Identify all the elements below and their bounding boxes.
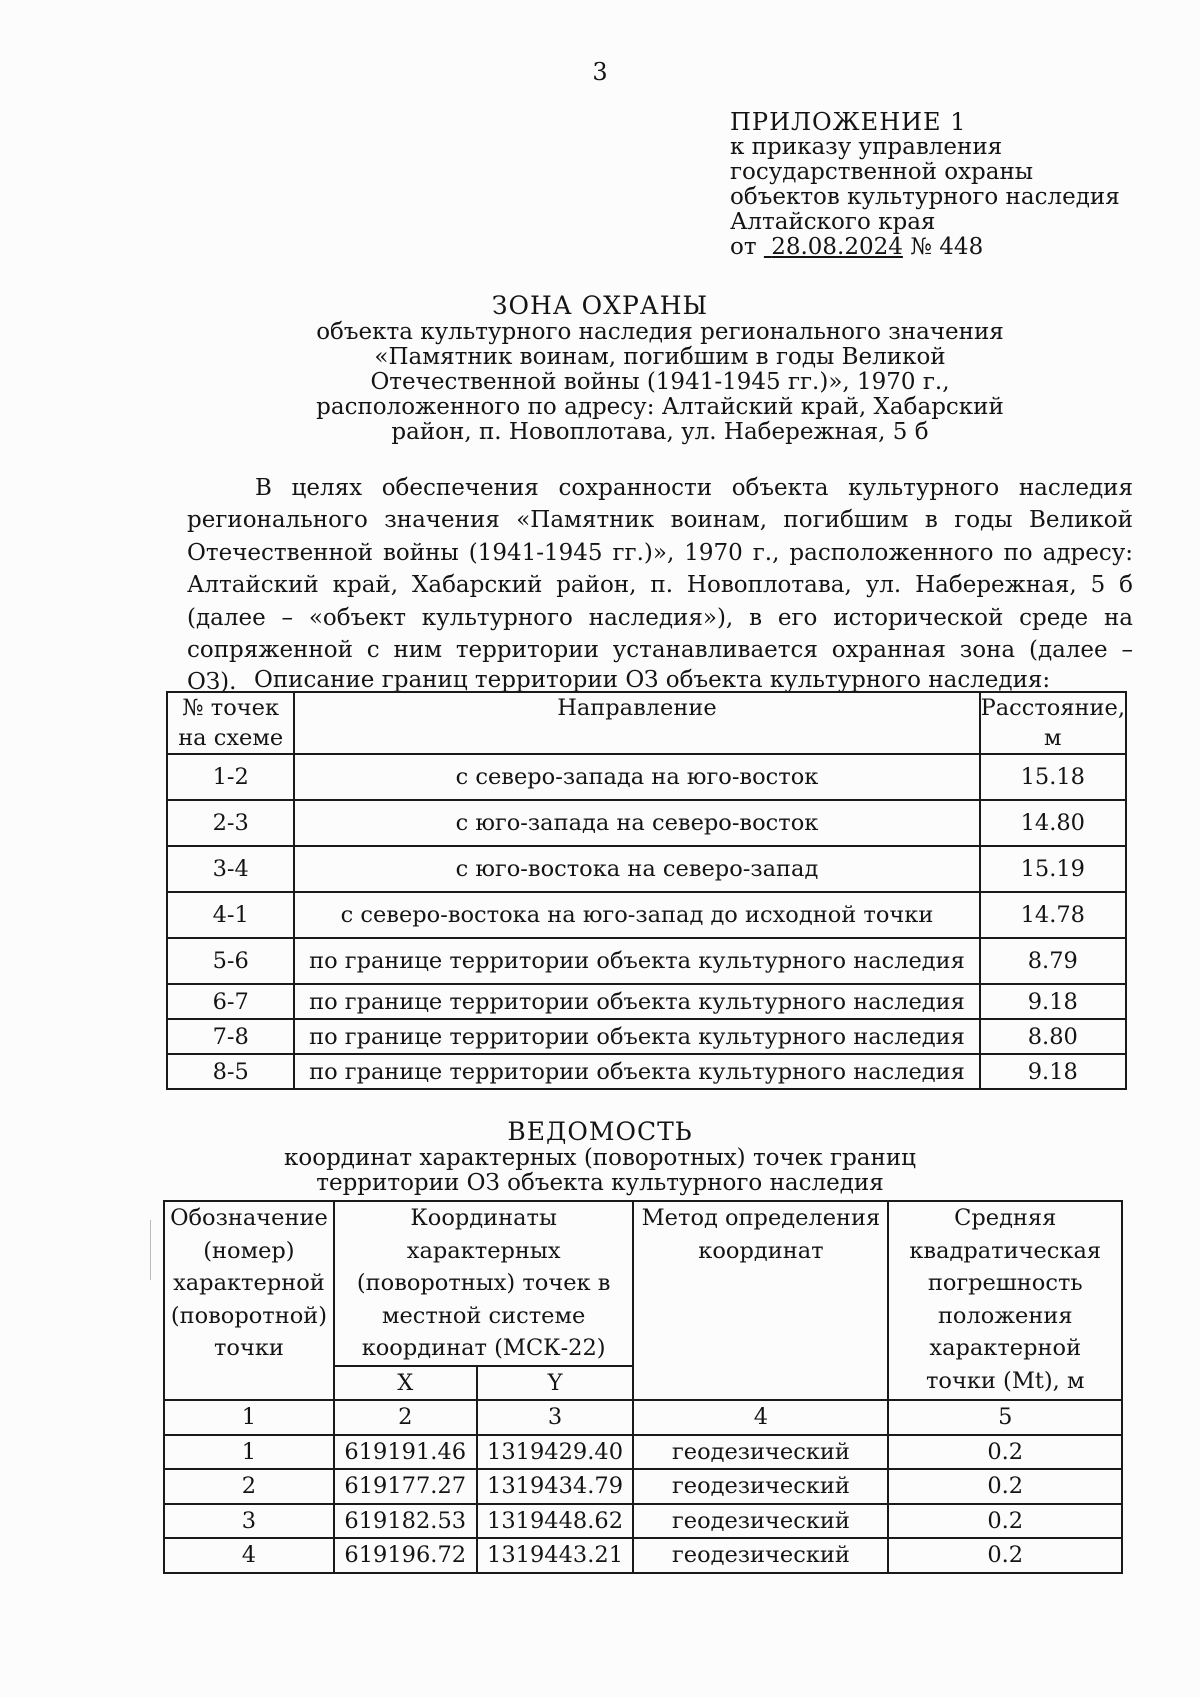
order-number: 448 (939, 234, 984, 260)
table-cell: по границе территории объекта культурного наследия (294, 938, 979, 984)
table-row (167, 800, 1126, 846)
table-cell: 9.18 (980, 984, 1126, 1019)
table-cell: 1 (164, 1435, 334, 1470)
boundary-caption: Описание границ территории ОЗ объекта культурного наследия: (254, 667, 1051, 693)
table-row (164, 1469, 1122, 1504)
appendix-date-line (730, 235, 1120, 260)
table-cell: 1319429.40 (477, 1435, 634, 1470)
column-numbers-row (164, 1400, 1122, 1435)
table-cell: геодезический (633, 1435, 888, 1470)
table-cell: по границе территории объекта культурного наследия (294, 1019, 979, 1054)
table-cell: 2 (164, 1469, 334, 1504)
table-cell: 1319443.21 (477, 1538, 634, 1573)
boundary-table (166, 691, 1127, 1090)
appendix-block (730, 110, 1120, 260)
table-cell: 9.18 (980, 1054, 1126, 1089)
zone-title: ЗОНА ОХРАНЫ (491, 291, 709, 320)
appendix-line: государственной охраны (730, 159, 1034, 185)
order-date: 28.08.2024 (771, 234, 903, 260)
table-cell: 15.18 (980, 754, 1126, 800)
table-cell: 7-8 (167, 1019, 294, 1054)
table-cell: 3 (477, 1400, 634, 1435)
body-paragraph: В целях обеспечения сохранности объекта культурного наследия регионального значения «Памятник воинам, погибшим в годы Великой Отечественной войны (1941-1945 гг.)», 1970 г., расположенного по адресу: Алтайский край, Хабарский район, п. Новоплотава, ул. Набережная, 5 б (далее – «объект культурного наследия»), в его исторической среде на сопряженной с ним территории устанавливается охранная зона (далее – ОЗ). (187, 475, 1133, 696)
table-cell: 619191.46 (334, 1435, 477, 1470)
table-cell: 14.80 (980, 800, 1126, 846)
table-cell: 2 (334, 1400, 477, 1435)
zone-subtitle: объекта культурного наследия регионального значения «Памятник воинам, погибшим в годы Великой Отечественной войны (1941-1945 гг.)», 1970 г., расположенного по адресу: Алтайский край, Хабарский район, п. Новоплотава, ул. Набережная, 5 б (316, 319, 1004, 445)
table-cell: 3 (164, 1504, 334, 1539)
vedomost-subtitle: координат характерных (поворотных) точек границ территории ОЗ объекта культурного наследия (284, 1145, 916, 1196)
header-points: № точек на схеме (167, 692, 294, 754)
table-row (164, 1538, 1122, 1573)
table-row (164, 1504, 1122, 1539)
appendix-title: ПРИЛОЖЕНИЕ 1 (730, 108, 967, 136)
header-method: Метод определения координат (633, 1201, 888, 1400)
table-row (167, 984, 1126, 1019)
number-prefix: № (910, 234, 932, 260)
table-cell: с северо-запада на юго-восток (294, 754, 979, 800)
table-cell: 0.2 (888, 1435, 1122, 1470)
header-error: Средняя квадратическая погрешность положения характерной точки (Mt), м (888, 1201, 1122, 1400)
table-cell: 5-6 (167, 938, 294, 984)
table-cell: 8.79 (980, 938, 1126, 984)
table-cell: 4 (633, 1400, 888, 1435)
table-cell: геодезический (633, 1504, 888, 1539)
table-cell: геодезический (633, 1538, 888, 1573)
table-cell: 2-3 (167, 800, 294, 846)
table-cell: 8.80 (980, 1019, 1126, 1054)
appendix-line: Алтайского края (730, 209, 936, 235)
table-row (167, 1019, 1126, 1054)
table-cell: с юго-запада на северо-восток (294, 800, 979, 846)
table-row (167, 892, 1126, 938)
table-cell: 3-4 (167, 846, 294, 892)
table-cell: 14.78 (980, 892, 1126, 938)
header-y: Y (477, 1366, 634, 1401)
header-coordinates: Координаты характерных (поворотных) точек в местной системе координат (МСК-22) (334, 1201, 634, 1366)
table-cell: 6-7 (167, 984, 294, 1019)
table-row (167, 1054, 1126, 1089)
table-cell: 15.19 (980, 846, 1126, 892)
table-cell: 1-2 (167, 754, 294, 800)
table-row (167, 846, 1126, 892)
coordinates-table (163, 1200, 1123, 1574)
header-designation: Обозначение (номер) характерной (поворотной) точки (164, 1201, 334, 1400)
table-cell: по границе территории объекта культурного наследия (294, 984, 979, 1019)
table-cell: 1319448.62 (477, 1504, 634, 1539)
vedomost-title: ВЕДОМОСТЬ (507, 1117, 693, 1146)
table-cell: 619177.27 (334, 1469, 477, 1504)
scan-margin-mark (150, 1220, 151, 1280)
table-cell: 0.2 (888, 1538, 1122, 1573)
header-x: X (334, 1366, 477, 1401)
table-cell: с северо-востока на юго-запад до исходной точки (294, 892, 979, 938)
page-number: 3 (592, 58, 608, 86)
header-direction: Направление (294, 692, 979, 754)
appendix-line: объектов культурного наследия (730, 184, 1120, 210)
table-cell: 619182.53 (334, 1504, 477, 1539)
table-cell: геодезический (633, 1469, 888, 1504)
table-row (164, 1435, 1122, 1470)
table-cell: 619196.72 (334, 1538, 477, 1573)
table-cell: 1 (164, 1400, 334, 1435)
date-prefix: от (730, 234, 757, 260)
table-cell: 5 (888, 1400, 1122, 1435)
table-cell: 0.2 (888, 1469, 1122, 1504)
header-distance: Расстояние, м (980, 692, 1126, 754)
table-row (167, 754, 1126, 800)
table-cell: 1319434.79 (477, 1469, 634, 1504)
table-cell: 4-1 (167, 892, 294, 938)
table-cell: 0.2 (888, 1504, 1122, 1539)
appendix-line: к приказу управления (730, 134, 1003, 160)
table-row (167, 938, 1126, 984)
table-cell: 8-5 (167, 1054, 294, 1089)
table-header-row (164, 1201, 1122, 1366)
table-cell: по границе территории объекта культурного наследия (294, 1054, 979, 1089)
table-cell: 4 (164, 1538, 334, 1573)
table-header-row (167, 692, 1126, 754)
table-cell: с юго-востока на северо-запад (294, 846, 979, 892)
